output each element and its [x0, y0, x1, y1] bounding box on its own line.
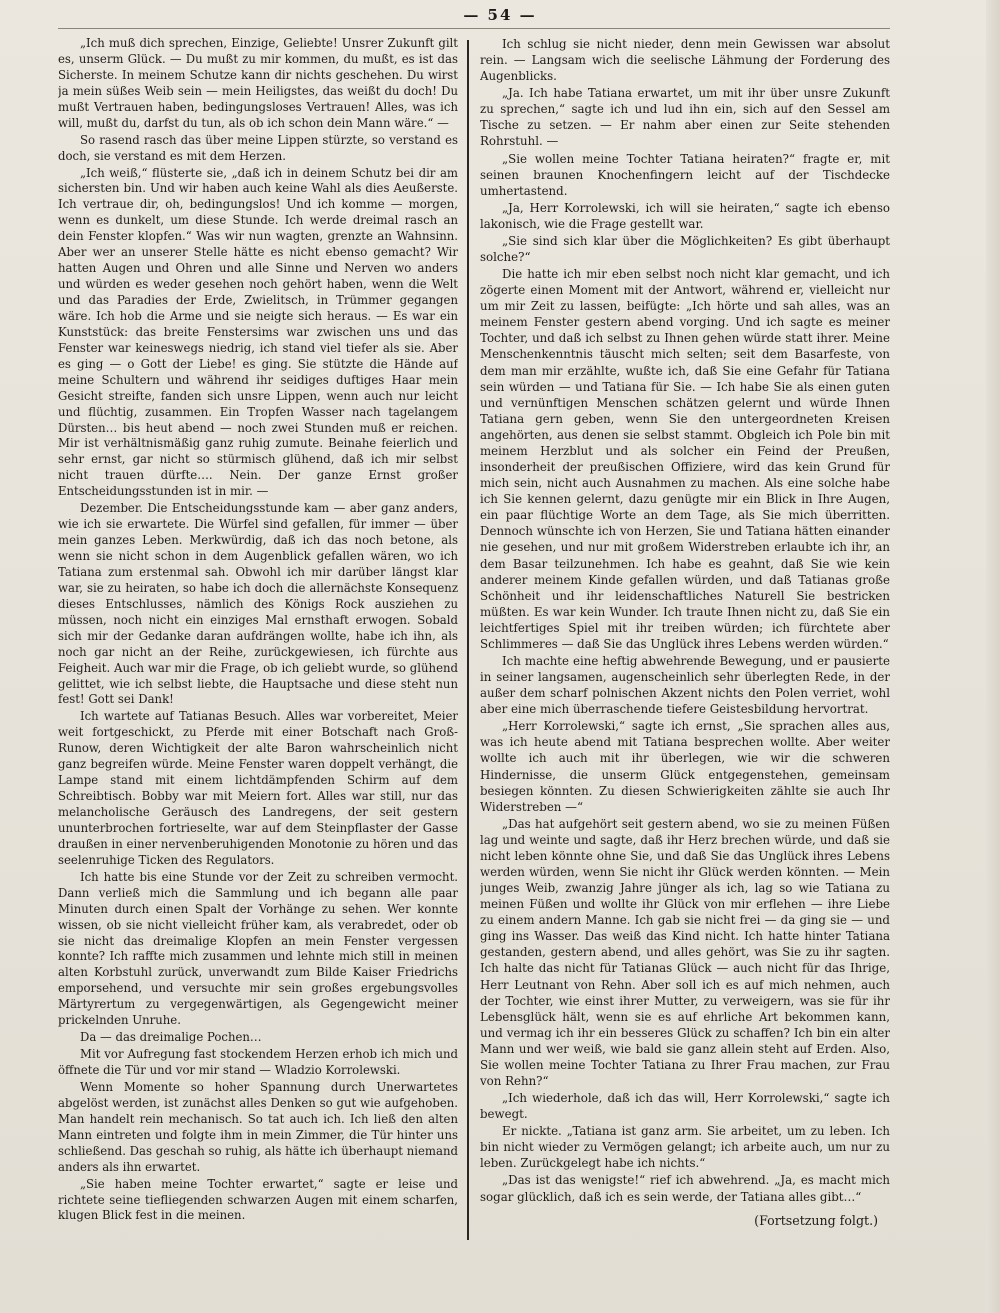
paragraph: Ich machte eine heftig abwehrende Bewegung, und er pausierte in seiner langsamen, augenscheinlich sehr überlegten Rede, in der außer dem scharf polnischen Akzent nichts den Polen verriet, wohl aber eine mich überraschende tiefere Geistesbildung hervortrat. [480, 653, 890, 717]
column-divider [467, 40, 469, 1240]
paragraph: Er nickte. „Tatiana ist ganz arm. Sie arbeitet, um zu leben. Ich bin nicht wieder zu Vermögen gelangt; ich arbeite auch, um nur zu leben. Zurückgelegt habe ich nichts.“ [480, 1124, 890, 1171]
paragraph: Ich hatte bis eine Stunde vor der Zeit zu schreiben vermocht. Dann verließ mich die Sammlung und ich begann alle paar Minuten durch einen Spalt der Vorhänge zu sehen. Wer konnte wissen, ob sie nicht vielleicht früher kam, als verabredet, oder ob sie nicht das dreimalige Klopfen an mein Fenster vergessen konnte? Ich raffte mich zusammen und lehnte mich still in meinen alten Korbstuhl zurück, unverwandt zum Bilde Kaiser Friedrichs emporsehend, und versuchte mir sein großes ergebungsvolles Märtyrertum zu vergegenwärtigen, als Gegengewicht meiner prickelnden Unruhe. [58, 869, 458, 1028]
paragraph: „Ich wiederhole, daß ich das will, Herr Korrolewski,“ sagte ich bewegt. [480, 1091, 890, 1122]
paragraph: Ich wartete auf Tatianas Besuch. Alles war vorbereitet, Meier weit fortgeschickt, zu Pferde mit einer Botschaft nach Groß-Runow, deren Wichtigkeit der alte Baron wahrscheinlich nicht ganz begreifen würde. Meine Fenster waren doppelt verhängt, die Lampe stand mit einem lichtdämpfenden Schirm auf dem Schreibtisch. Bobby war mit Meiern fort. Alles war still, nur das melancholische Geräusch des Landregens, der seit gestern ununterbrochen fortrieselte, war auf dem Steinpflaster der Gasse draußen in einer nervenberuhigenden Monotonie zu hören und das seelenruhige Ticken des Regulators. [58, 709, 458, 867]
paragraph: Dezember. Die Entscheidungsstunde kam — aber ganz anders, wie ich sie erwartete. Die Würfel sind gefallen, für immer — über mein ganzes Leben. Merkwürdig, daß ich das noch betone, als wenn sie nicht schon in dem Augenblick gefallen wären, wo ich Tatiana zum erstenmal sah. Obwohl ich mir darüber längst klar war, sie zu heiraten, so habe ich doch die allernächste Konsequenz dieses Entschlusses, nämlich des Königs Rock ausziehen zu müssen, noch nicht ein einziges Mal ernsthaft erwogen. Sobald sich mir der Gedanke daran aufdrängen wollte, habe ich ihn, als noch gar nicht an der Reihe, zurückgewiesen, ich fürchte aus Feigheit. Auch war mir die Frage, ob ich geliebt wurde, so glühend gelittet, wie ich selbst liebte, die Hauptsache und diese steht nun fest! Gott sei Dank! [58, 501, 458, 707]
paragraph: „Ja, Herr Korrolewski, ich will sie heiraten,“ sagte ich ebenso lakonisch, wie die Frage gestellt war. [480, 200, 890, 231]
page-number: — 54 — [463, 6, 537, 24]
left-column [58, 36, 458, 1248]
paragraph: „Sie haben meine Tochter erwartet,“ sagte er leise und richtete seine tiefliegenden schwarzen Augen mit einem scharfen, klugen Blick fest in die meinen. [58, 1176, 458, 1223]
paragraph: Die hatte ich mir eben selbst noch nicht klar gemacht, und ich zögerte einen Moment mit der Antwort, während er, vielleicht nur um mir Zeit zu lassen, beifügte: „Ich hörte und sah alles, was an meinem Fenster gestern abend vorging. Und ich sagte es meiner Tochter, und daß ich selbst zu Ihnen gehen würde statt ihrer. Meine Menschenkenntnis täuscht mich selten; seit dem Basarfeste, von dem man mir erzählte, wußte ich, daß Sie eine Gefahr für Tatiana sein würden — und Tatiana für Sie. — Ich habe Sie als einen guten und vernünftigen Menschen schätzen gelernt und würde Ihnen Tatiana gern geben, wenn Sie den untergeordneten Kreisen angehörten, aus denen sie selbst stammt. Obgleich ich Pole bin mit meinem Herzblut und als solcher ein Feind der Preußen, insonderheit der preußischen Offiziere, wird das kein Grund für mich sein, nicht auch Ausnahmen zu machen. Als eine solche habe ich Sie kennen gelernt, dazu genügte mir ein Blick in Ihre Augen, ein paar flüchtige Worte an dem Tage, als Sie mich überritten. Dennoch wünschte ich von Herzen, Sie und Tatiana hätten einander nie gesehen, und nur mit großem Widerstreben erlaubte ich ihr, an dem Basar teilzunehmen. Ich habe es geahnt, daß Sie wie kein anderer meinem Kinde gefallen würden, und daß Tatianas große Schönheit und ihr leidenschaftliches Naturell Sie bestricken müßten. Es war kein Wunder. Ich traute Ihnen nicht zu, daß Sie ein leichtfertiges Spiel mit ihr treiben würden; ich fürchtete aber Schlimmeres — daß Sie das Unglück ihres Lebens werden würden.“ [480, 267, 890, 651]
paragraph: „Sie sind sich klar über die Möglichkeiten? Es gibt überhaupt solche?“ [480, 233, 890, 265]
paragraph: So rasend rasch das über meine Lippen stürzte, so verstand es doch, sie verstand es mit dem Herzen. [58, 132, 458, 163]
paragraph: Mit vor Aufregung fast stockendem Herzen erhob ich mich und öffnete die Tür und vor mir stand — Wladzio Korrolewski. [58, 1047, 458, 1077]
page-edge [986, 0, 1000, 1313]
paragraph: Da — das dreimalige Pochen… [80, 1030, 262, 1045]
paragraph: „Sie wollen meine Tochter Tatiana heiraten?“ fragte er, mit seinen braunen Knochenfingern leicht auf der Tischdecke umhertastend. [480, 151, 890, 198]
paragraph: Wenn Momente so hoher Spannung durch Unerwartetes abgelöst werden, ist zunächst alles Denken so gut wie aufgehoben. Man handelt rein mechanisch. So tat auch ich. Ich ließ den alten Mann eintreten und folgte ihm in mein Zimmer, die Tür hinter uns schließend. Das geschah so ruhig, als hätte ich überhaupt niemand anders als ihn erwartet. [58, 1079, 458, 1174]
paragraph: Ich schlug sie nicht nieder, denn mein Gewissen war absolut rein. — Langsam wich die seelische Lähmung der Forderung des Augenblicks. [480, 37, 890, 84]
continuation-note: (Fortsetzung folgt.) [754, 1212, 878, 1228]
right-column [480, 36, 890, 1248]
paragraph: „Das hat aufgehört seit gestern abend, wo sie zu meinen Füßen lag und weinte und sagte, daß ihr Herz brechen würde, und daß sie nicht leben könnte ohne Sie, und daß Sie das Unglück ihres Lebens werden würden, wenn Sie nicht ihr Glück werden könnten. — Mein junges Weib, zwanzig Jahre jünger als ich, lag so wie Tatiana zu meinen Füßen und wollte ihr Glück von mir erflehen — ihre Liebe zu einem andern Manne. Ich gab sie nicht frei — da ging sie — und ging ins Wasser. Das weiß das Kind nicht. Ich hatte hinter Tatiana gestanden, gestern abend, und alles gehört, was Sie zu ihr sagten. Ich halte das nicht für Tatianas Glück — auch nicht für das Ihrige, Herr Leutnant von Rehn. Aber soll ich es auf mich nehmen, auch der Tochter, wie einst ihrer Mutter, zu verweigern, was sie für ihr Lebensglück hält, wenn sie es auf ehrliche Art bekommen kann, und vermag ich ihr ein besseres Glück zu schaffen? Ich bin ein alter Mann und wer weiß, wie bald sie ganz allein steht auf Erden. Also, Sie wollen meine Tochter Tatiana zu Ihrer Frau machen, zur Frau von Rehn?“ [480, 816, 890, 1088]
paragraph: „Ich weiß,“ flüsterte sie, „daß ich in deinem Schutz bei dir am sichersten bin. Und wir haben auch keine Wahl als dies Aeußerste. Ich vertraue dir, oh, bedingungslos! Und ich komme — morgen, wenn es dunkelt, um diese Stunde. Ich werde dreimal rasch an dein Fenster klopfen.“ Was wir nun wagten, grenzte an Wahnsinn. Aber wer an unserer Stelle hätte es nicht ebenso gemacht? Wir hatten Augen und Ohren und alle Sinne und Nerven wo anders und würden es weder gesehen noch gehört haben, wenn die Welt und das Paradies der Erde, Zwielitsch, in Trümmer gegangen wäre. Ich hob die Arme und sie neigte sich heraus. — Es war ein Kunststück: das breite Fenstersims war zwischen uns und das Fenster war keineswegs niedrig, ich stand viel tiefer als sie. Aber es ging — o Gott der Liebe! es ging. Sie stützte die Hände auf meine Schultern und während ihr seidiges duftiges Haar mein Gesicht streifte, fanden sich unsre Lippen, wenn auch nur leicht und flüchtig, zusammen. Ein Tropfen Wasser nach tagelangem Dürsten… bis heut abend — noch zwei Stunden muß er reichen. Mir ist verhältnismäßig ganz ruhig zumute. Beinahe feierlich und sehr ernst, gar nicht so stürmisch glühend, daß ich mir selbst nicht trauen dürfte…. Nein. Der ganze Ernst großer Entscheidungsstunden ist in mir. — [58, 165, 458, 499]
paragraph: „Herr Korrolewski,“ sagte ich ernst, „Sie sprachen alles aus, was ich heute abend mit Tatiana besprechen wollte. Aber weiter wollte ich auch mit ihr überlegen, wie wir die schweren Hindernisse, die unserm Glück entgegenstehen, gemeinsam besiegen könnten. Zu diesen Schwierigkeiten zählte sie auch Ihr Widerstreben —“ [480, 719, 890, 814]
paragraph: „Das ist das wenigste!“ rief ich abwehrend. „Ja, es macht mich sogar glücklich, daß ich es sein werde, der Tatiana alles gibt…“ [480, 1173, 890, 1204]
paragraph: „Ja. Ich habe Tatiana erwartet, um mit ihr über unsre Zukunft zu sprechen,“ sagte ich und lud ihn ein, sich auf den Sessel am Tische zu setzen. — Er nahm aber einen zur Seite stehenden Rohrstuhl. — [480, 86, 890, 149]
top-divider [58, 28, 890, 29]
paragraph: „Ich muß dich sprechen, Einzige, Geliebte! Unsrer Zukunft gilt es, unserm Glück. — Du mußt zu mir kommen, du mußt, es ist das Sicherste. In meinem Schutze kann dir nichts geschehen. Du wirst ja mein süßes Weib sein — mein Heiligstes, das weißt du doch! Du mußt Vertrauen haben, bedingungsloses Vertrauen! Alles, was ich will, mußt du, darfst du tun, als ob ich schon dein Mann wäre.“ — [58, 36, 458, 130]
